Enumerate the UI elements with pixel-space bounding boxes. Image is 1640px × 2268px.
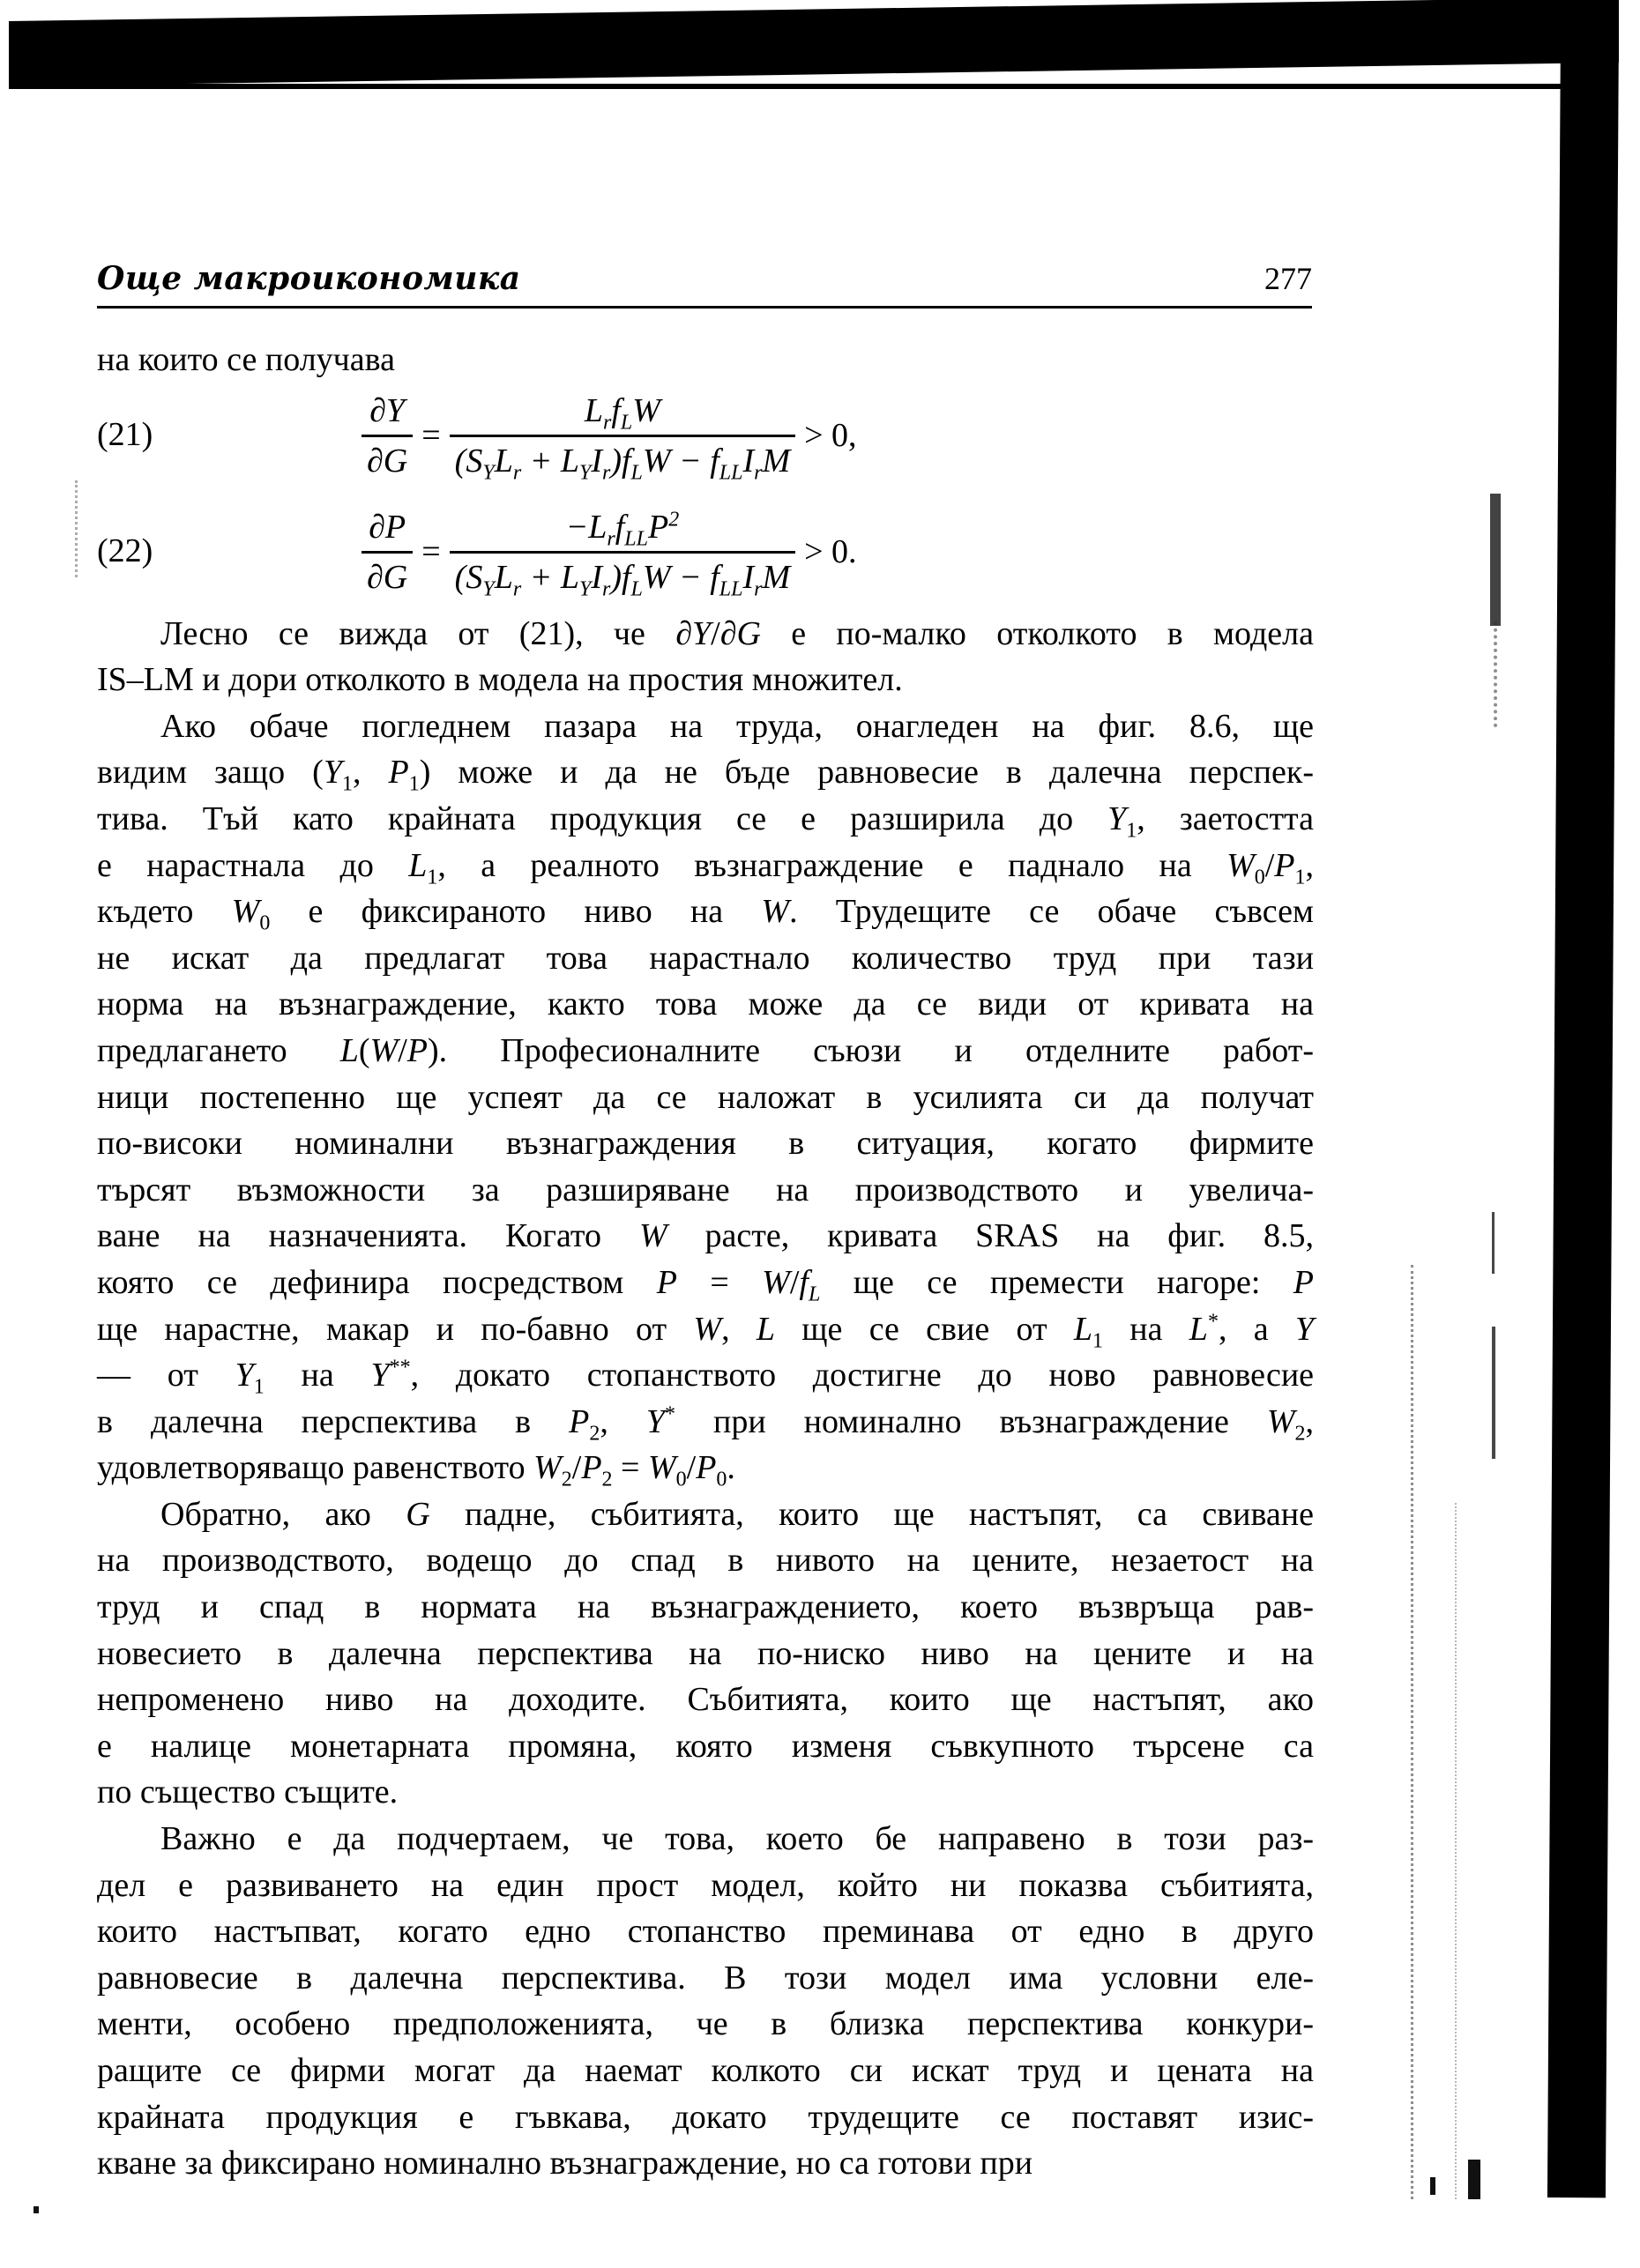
text-line: не искат да предлагат това нарастнало количество труд при тази bbox=[97, 939, 1314, 977]
equals-sign: = bbox=[421, 417, 441, 455]
scan-speckle bbox=[1492, 1327, 1495, 1459]
text-line: — от $Y_1$ на Y**, докато стопанството достигне до ново равновесие bbox=[97, 1356, 1315, 1399]
text-line: труд и спад в нормата на възнаграждението, което възвръща рав- bbox=[97, 1588, 1314, 1626]
text-line: е налице монетарната промяна, която изменя съвкупното търсене са bbox=[97, 1727, 1314, 1765]
text-line: които настъпват, когато едно стопанство преминава от едно в друго bbox=[97, 1913, 1314, 1951]
text-line: кване за фиксирано номинално възнаграждение, но са готови при bbox=[97, 2145, 1033, 2182]
text-line: Важно е да подчертаем, че това, което бе направено в този раз- bbox=[160, 1820, 1314, 1858]
paragraphs bbox=[97, 611, 1314, 2187]
running-header bbox=[97, 260, 1312, 306]
rhs-denominator: $(S_YL_r + L_YI_r)f_LW - f_{LL}I_rM$ bbox=[450, 551, 795, 599]
lhs-denominator: ∂G bbox=[362, 435, 413, 483]
rhs-denominator: $(S_YL_r + L_YI_r)f_LW - f_{LL}I_rM$ bbox=[450, 435, 795, 483]
equation-21 bbox=[97, 383, 1314, 489]
text-line: търсят възможности за разширяване на производството и увелича- bbox=[97, 1171, 1314, 1208]
scan-border-top bbox=[9, 0, 1619, 86]
text-line: по-високи номинални възнаграждения в ситуация, когато фирмите bbox=[97, 1125, 1314, 1163]
scan-speckle bbox=[75, 480, 78, 577]
equation-22 bbox=[97, 500, 1314, 606]
scan-speckle bbox=[1494, 621, 1497, 727]
text-line: Обратно, ако G падне, събитията, които ще настъпят, са свиване bbox=[160, 1495, 1315, 1533]
scan-smudge bbox=[34, 2206, 39, 2213]
equals-sign: = bbox=[421, 533, 441, 571]
lhs-fraction bbox=[362, 389, 413, 483]
rhs-fraction bbox=[450, 389, 795, 483]
text-line: ще нарастне, макар и по-бавно от W, L ще се свие от $L_1$ на L*, а Y bbox=[97, 1309, 1315, 1353]
header-rule bbox=[97, 306, 1312, 309]
text-line: където $W_0$ е фиксираното ниво на W. Трудещите се обаче съвсем bbox=[97, 893, 1314, 935]
paragraph bbox=[97, 1491, 1314, 1816]
rhs-numerator: $-L_rf_{LL}P^2$ bbox=[565, 508, 680, 551]
text-line: Ако обаче погледнем пазара на труда, онагледен на фиг. 8.6, ще bbox=[160, 707, 1314, 745]
relation: > 0. bbox=[804, 533, 857, 571]
scan-smudge bbox=[1430, 2177, 1435, 2195]
lhs-numerator: ∂P bbox=[369, 509, 406, 547]
scan-speckle bbox=[1411, 1265, 1413, 2199]
text-line: IS–LM и дори отколкото в модела на простия множител. bbox=[97, 661, 903, 699]
paragraph bbox=[97, 611, 1314, 703]
text-line: предлагането L(W/P). Професионалните съюзи и отделните работ- bbox=[97, 1031, 1314, 1069]
text-line: видим защо ($Y_1$, $P_1$) може и да не бъде равновесие в далечна перспек- bbox=[97, 754, 1314, 796]
text-line: новесието в далечна перспектива на по-ниско ниво на цените и на bbox=[97, 1634, 1314, 1672]
text-line: дел е развиването на един прост модел, който ни показва събитията, bbox=[97, 1866, 1314, 1904]
rhs-fraction bbox=[450, 505, 795, 599]
text-line: удовлетворяващо равенството $W_2/P_2 = W_0/P_0$. bbox=[97, 1449, 735, 1491]
text-line: непроменено ниво на доходите. Събитията, които ще настъпят, ако bbox=[97, 1681, 1314, 1719]
scan-speckle bbox=[1490, 494, 1501, 626]
text-line: която се дефинира посредством $P = W/f_L$ ще се премести нагоре: P bbox=[97, 1263, 1315, 1306]
lhs-fraction bbox=[362, 505, 413, 599]
page-number: 277 bbox=[1264, 261, 1312, 296]
rhs-numerator: $L_rf_LW$ bbox=[584, 392, 660, 435]
equation-number: (21) bbox=[97, 415, 153, 453]
text-line: на производството, водещо до спад в нивото на цените, незаетост на bbox=[97, 1542, 1314, 1580]
text-line: ращите се фирми могат да наемат колкото си искат труд и цената на bbox=[97, 2052, 1314, 2089]
text-line: ване на назначенията. Когато W расте, кривата SRAS на фиг. 8.5, bbox=[97, 1217, 1315, 1255]
text-line: равновесие в далечна перспектива. В този модел има условни еле- bbox=[97, 1959, 1314, 1997]
text-line: крайната продукция е гъвкава, докато трудещите се поставят изис- bbox=[97, 2098, 1314, 2136]
text-line: Лесно се вижда от (21), че ∂Y/∂G е по-малко отколкото в модела bbox=[160, 614, 1314, 652]
paragraph bbox=[97, 1816, 1314, 2187]
text-line: тива. Тъй като крайната продукция се е разширила до $Y_1$, заетостта bbox=[97, 799, 1314, 843]
text-line: ници постепенно ще успеят да се наложат в усилията си да получат bbox=[97, 1078, 1314, 1116]
equation-body bbox=[362, 383, 857, 489]
text-line: по същество същите. bbox=[97, 1774, 399, 1811]
running-title: Още макроикономика bbox=[97, 260, 521, 297]
equation-number: (22) bbox=[97, 532, 153, 569]
page-body bbox=[97, 337, 1314, 2187]
text-line: е нарастнала до $L_1$, а реалното възнаграждение е паднало на $W_0/P_1$, bbox=[97, 846, 1314, 889]
scan-speckle bbox=[1455, 1503, 1457, 2199]
intro-line: на които се получава bbox=[97, 341, 395, 378]
scan-border-right bbox=[1547, 26, 1619, 2197]
scan-speckle bbox=[1492, 1212, 1495, 1274]
text-line: норма на възнаграждение, както това може да се види от кривата на bbox=[97, 985, 1314, 1023]
text-line: менти, особено предположенията, че в близка перспектива конкури- bbox=[97, 2005, 1314, 2043]
relation: > 0, bbox=[804, 417, 857, 455]
lhs-denominator: ∂G bbox=[362, 551, 413, 599]
paragraph bbox=[97, 703, 1314, 1491]
scan-smudge bbox=[1468, 2160, 1480, 2199]
scan-border-top-edge bbox=[9, 84, 1561, 89]
equation-body bbox=[362, 500, 857, 606]
lhs-numerator: ∂Y bbox=[369, 392, 406, 430]
text-line: в далечна перспектива в $P_2$, Y* при номинално възнаграждение $W_2$, bbox=[97, 1402, 1314, 1446]
